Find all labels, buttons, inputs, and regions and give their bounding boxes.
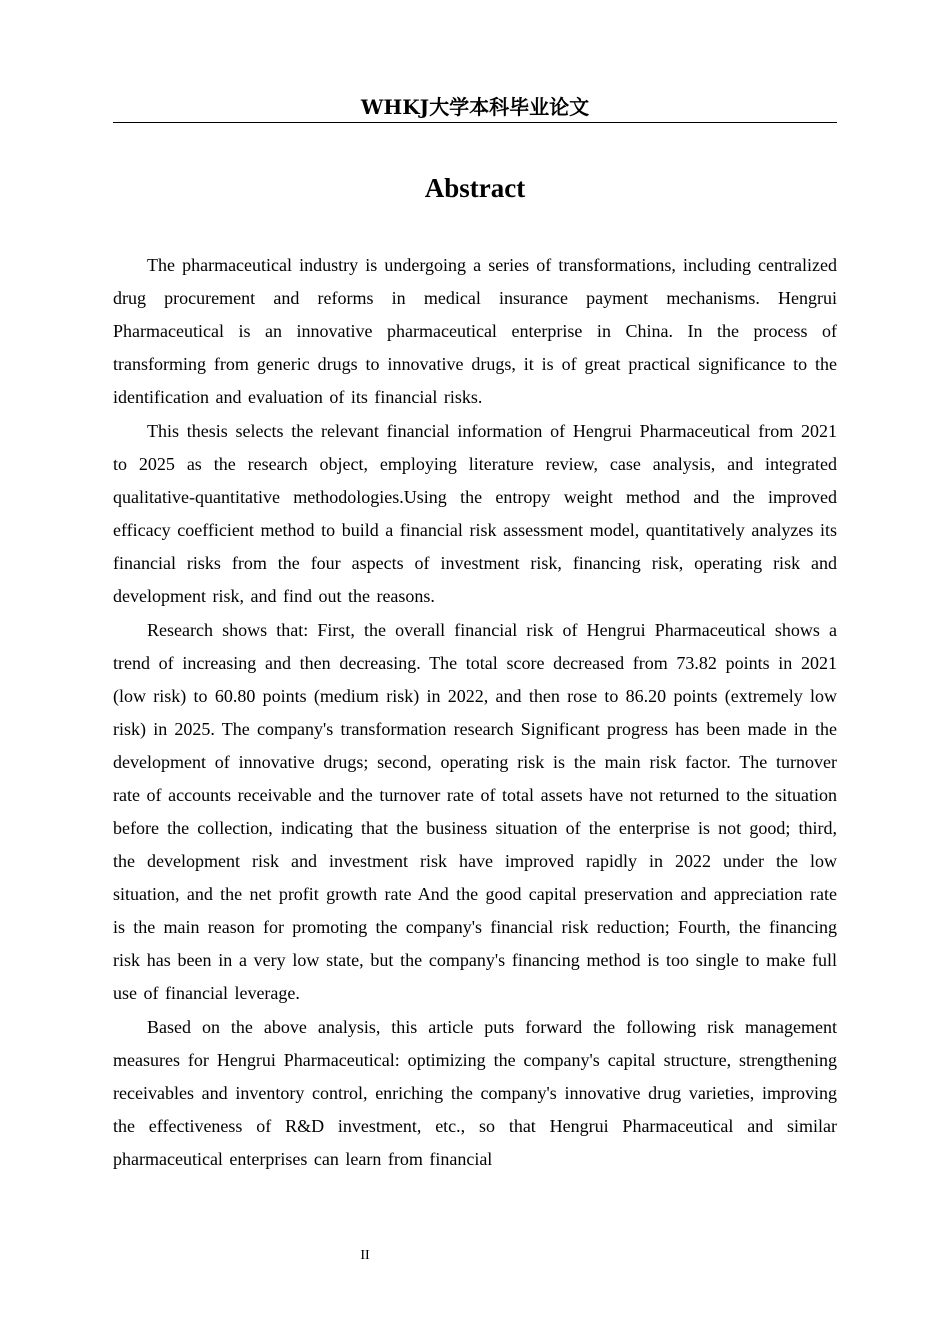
abstract-paragraph: Research shows that: First, the overall financial risk of Hengrui Pharmaceutical shows a trend of increasing and then decreasing. The total score decreased from 73.82 points in 2021 (low risk) to 60.80 points (medium risk) in 2022, and then rose to 86.20 points (extremely low risk) in 2025. The company's transformation research Significant progress has been made in the development of innovative drugs; second, operating risk is the main risk factor. The turnover rate of accounts receivable and the turnover rate of total assets have not returned to the situation before the collection, indicating that the business situation of the enterprise is not good; third, the development risk and investment risk have improved rapidly in 2022 under the low situation, and the net profit growth rate And the good capital preservation and appreciation rate is the main reason for promoting the company's financial risk reduction; Fourth, the financing risk has been in a very low state, but the company's financing method is too single to make full use of financial leverage.	[113, 620, 837, 1003]
page-number: II	[360, 1248, 370, 1263]
running-header: WHKJ大学本科毕业论文	[113, 94, 837, 123]
abstract-paragraph: This thesis selects the relevant financial information of Hengrui Pharmaceutical from 2021 to 2025 as the research object, employing literature review, case analysis, and integrated qualitative-quantitative methodologies.Using the entropy weight method and the improved efficacy coefficient method to build a financial risk assessment model, quantitatively analyzes its financial risks from the four aspects of investment risk, financing risk, operating risk and development risk, and find out the reasons.	[113, 421, 837, 606]
abstract-paragraph: Based on the above analysis, this article puts forward the following risk management measures for Hengrui Pharmaceutical: optimizing the company's capital structure, strengthening receivables and inventory control, enriching the company's innovative drug varieties, improving the effectiveness of R&D investment, etc., so that Hengrui Pharmaceutical and similar pharmaceutical enterprises can learn from financial	[113, 1017, 837, 1169]
abstract-body	[113, 249, 837, 1177]
abstract-paragraph: The pharmaceutical industry is undergoing a series of transformations, including centralized drug procurement and reforms in medical insurance payment mechanisms. Hengrui Pharmaceutical is an innovative pharmaceutical enterprise in China. In the process of transforming from generic drugs to innovative drugs, it is of great practical significance to the identification and evaluation of its financial risks.	[113, 255, 837, 407]
abstract-title: Abstract	[424, 173, 526, 203]
